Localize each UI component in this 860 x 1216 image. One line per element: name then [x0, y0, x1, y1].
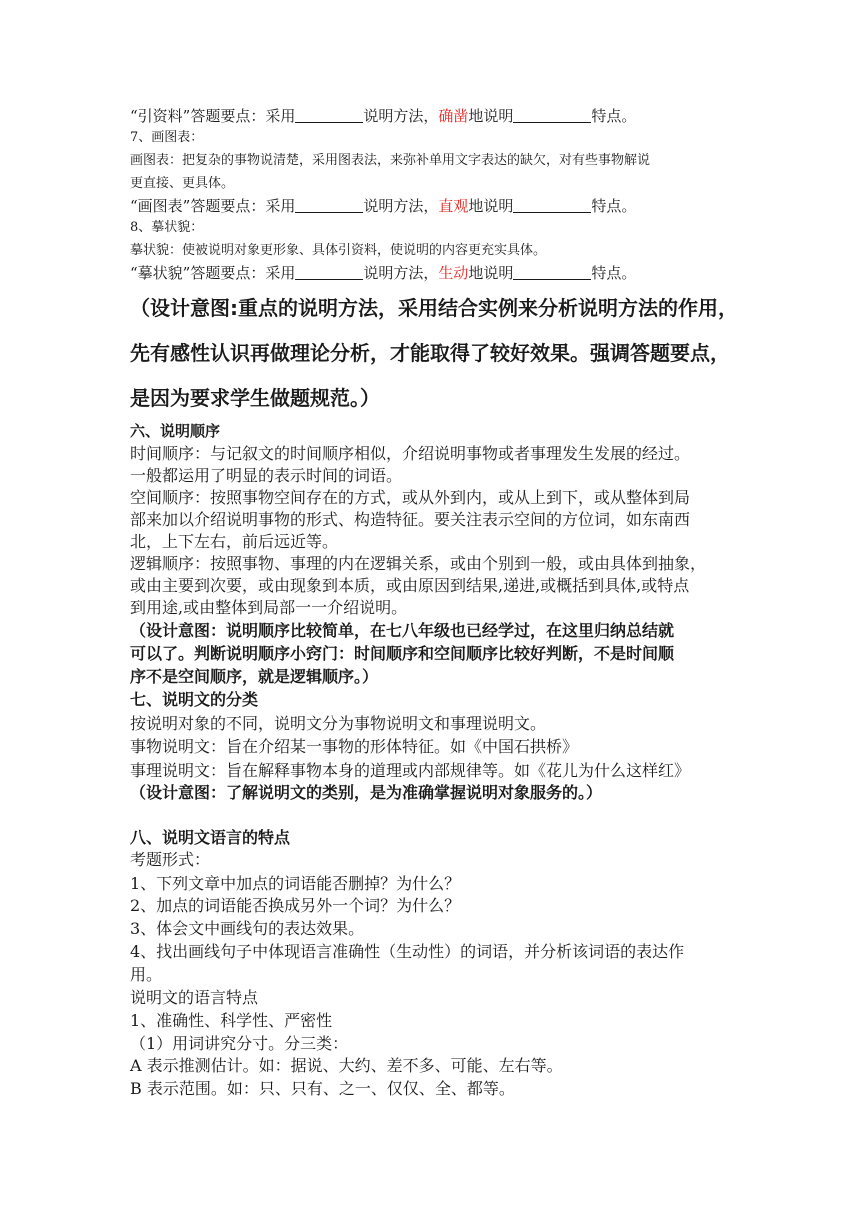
- answer-text: 地说明: [468, 197, 514, 215]
- blank-line: [513, 106, 591, 123]
- paragraph-line: 部来加以介绍说明事物的形式、构造特征。要关注表示空间的方位词，如东南西: [130, 510, 691, 529]
- paragraph-line: 时间顺序：与记叙文的时间顺序相似，介绍说明事物或者事理发生发展的经过。: [130, 444, 691, 463]
- paragraph-line: 3、体会文中画线句的表达效果。: [130, 919, 365, 938]
- keyword-red: 直观: [438, 197, 469, 215]
- item-heading: 7、画图表：: [130, 130, 204, 145]
- paragraph-line: 逻辑顺序：按照事物、事理的内在逻辑关系，或由个别到一般，或由具体到抽象，: [130, 554, 707, 573]
- paragraph-line: 说明文的语言特点: [130, 988, 259, 1007]
- paragraph-line: 1、下列文章中加点的词语能否删掉？为什么？: [130, 874, 461, 893]
- blank-line: [295, 106, 363, 123]
- design-intent-line: （设计意图：说明顺序比较简单，在七八年级也已经学过，在这里归纳总结就: [130, 621, 675, 640]
- paragraph-line: 4、找出画线句子中体现语言准确性（生动性）的词语，并分析该词语的表达作: [130, 942, 685, 961]
- design-intent-line: 先有感性认识再做理论分析，才能取得了较好效果。强调答题要点，: [130, 341, 730, 365]
- answer-point-describe: [130, 262, 636, 284]
- blank-line: [295, 196, 363, 213]
- paragraph-line: 一般都运用了明显的表示时间的词语。: [130, 466, 403, 485]
- blank-line: [513, 196, 591, 213]
- paragraph-line: 或由主要到次要，或由现象到本质，或由原因到结果,递进,或概括到具体,或特点: [130, 576, 690, 595]
- answer-text: 特点。: [591, 264, 637, 282]
- paragraph-line: 更直接、更具体。: [130, 176, 235, 191]
- answer-text: 地说明: [468, 107, 514, 125]
- section-title: 六、说明顺序: [130, 422, 221, 440]
- answer-text: 说明方法，: [363, 264, 439, 282]
- answer-text: “引资料”答题要点：采用: [130, 107, 296, 125]
- answer-text: 说明方法，: [363, 197, 439, 215]
- keyword-red: 生动: [438, 264, 469, 282]
- section-title: 七、说明文的分类: [130, 690, 259, 709]
- blank-line: [295, 263, 363, 280]
- paragraph-line: 事理说明文：旨在解释事物本身的道理或内部规律等。如《花儿为什么这样红》: [130, 761, 691, 780]
- section-title: 八、说明文语言的特点: [130, 828, 291, 847]
- answer-text: “摹状貌”答题要点：采用: [130, 264, 296, 282]
- answer-text: 说明方法，: [363, 107, 439, 125]
- paragraph-line: 画图表：把复杂的事物说清楚，采用图表法，来弥补单用文字表达的缺欠，对有些事物解说: [130, 153, 651, 168]
- answer-text: “画图表”答题要点：采用: [130, 197, 296, 215]
- paragraph-line: 摹状貌：使被说明对象更形象、具体引资料，使说明的内容更充实具体。: [130, 243, 547, 258]
- answer-point-cite: [130, 105, 636, 127]
- design-intent-line: 序不是空间顺序，就是逻辑顺序。）: [130, 667, 379, 686]
- paragraph-line: 空间顺序：按照事物空间存在的方式，或从外到内，或从上到下，或从整体到局: [130, 488, 691, 507]
- keyword-red: 确凿: [438, 107, 469, 125]
- answer-point-chart: [130, 195, 636, 217]
- paragraph-line: 北，上下左右，前后远近等。: [130, 532, 339, 551]
- blank-line: [513, 263, 591, 280]
- paragraph-line: 按说明对象的不同，说明文分为事物说明文和事理说明文。: [130, 714, 547, 733]
- design-intent-line: （设计意图:重点的说明方法，采用结合实例来分析说明方法的作用，: [130, 296, 738, 320]
- paragraph-line: 到用途,或由整体到局部一一介绍说明。: [130, 598, 408, 617]
- item-heading: 8、摹状貌：: [130, 220, 204, 235]
- paragraph-line: B 表示范围。如：只、只有、之一、仅仅、全、都等。: [130, 1079, 515, 1098]
- paragraph-line: 考题形式：: [130, 850, 211, 869]
- design-intent-line: 是因为要求学生做题规范。）: [130, 386, 380, 410]
- design-intent-line: （设计意图：了解说明文的类别，是为准确掌握说明对象服务的。）: [130, 783, 603, 802]
- design-intent-line: 可以了。判断说明顺序小窍门：时间顺序和空间顺序比较好判断，不是时间顺: [130, 644, 675, 663]
- answer-text: 特点。: [591, 107, 637, 125]
- paragraph-line: 1、准确性、科学性、严密性: [130, 1011, 333, 1030]
- paragraph-line: 2、加点的词语能否换成另外一个词？为什么？: [130, 896, 461, 915]
- paragraph-line: 事物说明文：旨在介绍某一事物的形体特征。如《中国石拱桥》: [130, 737, 579, 756]
- answer-text: 特点。: [591, 197, 637, 215]
- paragraph-line: 用。: [130, 965, 163, 984]
- answer-text: 地说明: [468, 264, 514, 282]
- paragraph-line: A 表示推测估计。如：据说、大约、差不多、可能、左右等。: [130, 1056, 563, 1075]
- paragraph-line: （1）用词讲究分寸。分三类：: [130, 1034, 349, 1053]
